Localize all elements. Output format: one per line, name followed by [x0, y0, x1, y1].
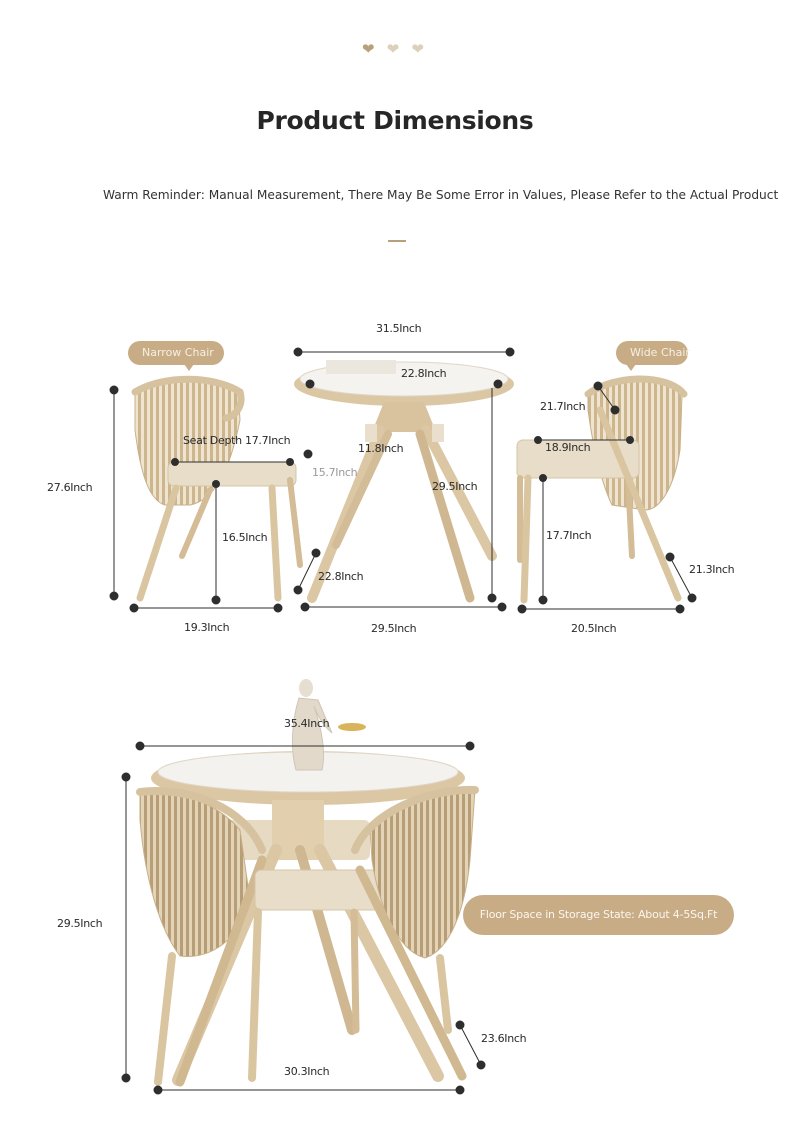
- floor-space-note: Floor Space in Storage State: About 4-5Sq.Ft: [463, 895, 734, 935]
- narrow-chair-seat-side-label: 15.7Inch: [312, 466, 358, 479]
- table-height-label: 29.5Inch: [432, 480, 478, 493]
- table-inner-diameter-label: 22.8Inch: [401, 367, 447, 380]
- storage-depth-label: 23.6Inch: [481, 1032, 527, 1045]
- narrow-chair-tag: Narrow Chair: [128, 341, 224, 365]
- narrow-chair-width-label: 19.3Inch: [184, 621, 230, 634]
- narrow-chair-seat-height-label: 16.5Inch: [222, 531, 268, 544]
- page-title: Product Dimensions: [256, 106, 534, 135]
- heart-icon: ❤: [361, 41, 379, 58]
- table-top-diameter-label: 31.5Inch: [376, 322, 422, 335]
- storage-height-label: 29.5Inch: [57, 917, 103, 930]
- wide-chair-depth-label: 21.3Inch: [689, 563, 735, 576]
- table-base-width-label: 29.5Inch: [371, 622, 417, 635]
- narrow-chair-height-label: 27.6Inch: [47, 481, 93, 494]
- storage-set: [122, 679, 485, 1094]
- heart-icon: ❤: [386, 41, 404, 58]
- wide-chair-tag: Wide Chair: [616, 341, 688, 365]
- wide-chair-back-label: 21.7Inch: [540, 400, 586, 413]
- storage-base-width-label: 30.3Inch: [284, 1065, 330, 1078]
- measurement-reminder: Warm Reminder: Manual Measurement, There May Be Some Error in Values, Please Refer to the Actual Product: [103, 188, 779, 202]
- table-center-label: 11.8Inch: [358, 442, 404, 455]
- narrow-chair: [135, 379, 300, 598]
- narrow-chair-seat-depth-label: Seat Depth 17.7Inch: [183, 434, 291, 447]
- table-leg-depth-label: 22.8Inch: [318, 570, 364, 583]
- wide-chair-width-label: 20.5Inch: [571, 622, 617, 635]
- heart-icon: ❤: [411, 41, 429, 58]
- storage-width-label: 35.4Inch: [284, 717, 330, 730]
- wide-chair-seat-height-label: 17.7Inch: [546, 529, 592, 542]
- round-table: [294, 360, 514, 598]
- wide-chair-seat-label: 18.9Inch: [545, 441, 591, 454]
